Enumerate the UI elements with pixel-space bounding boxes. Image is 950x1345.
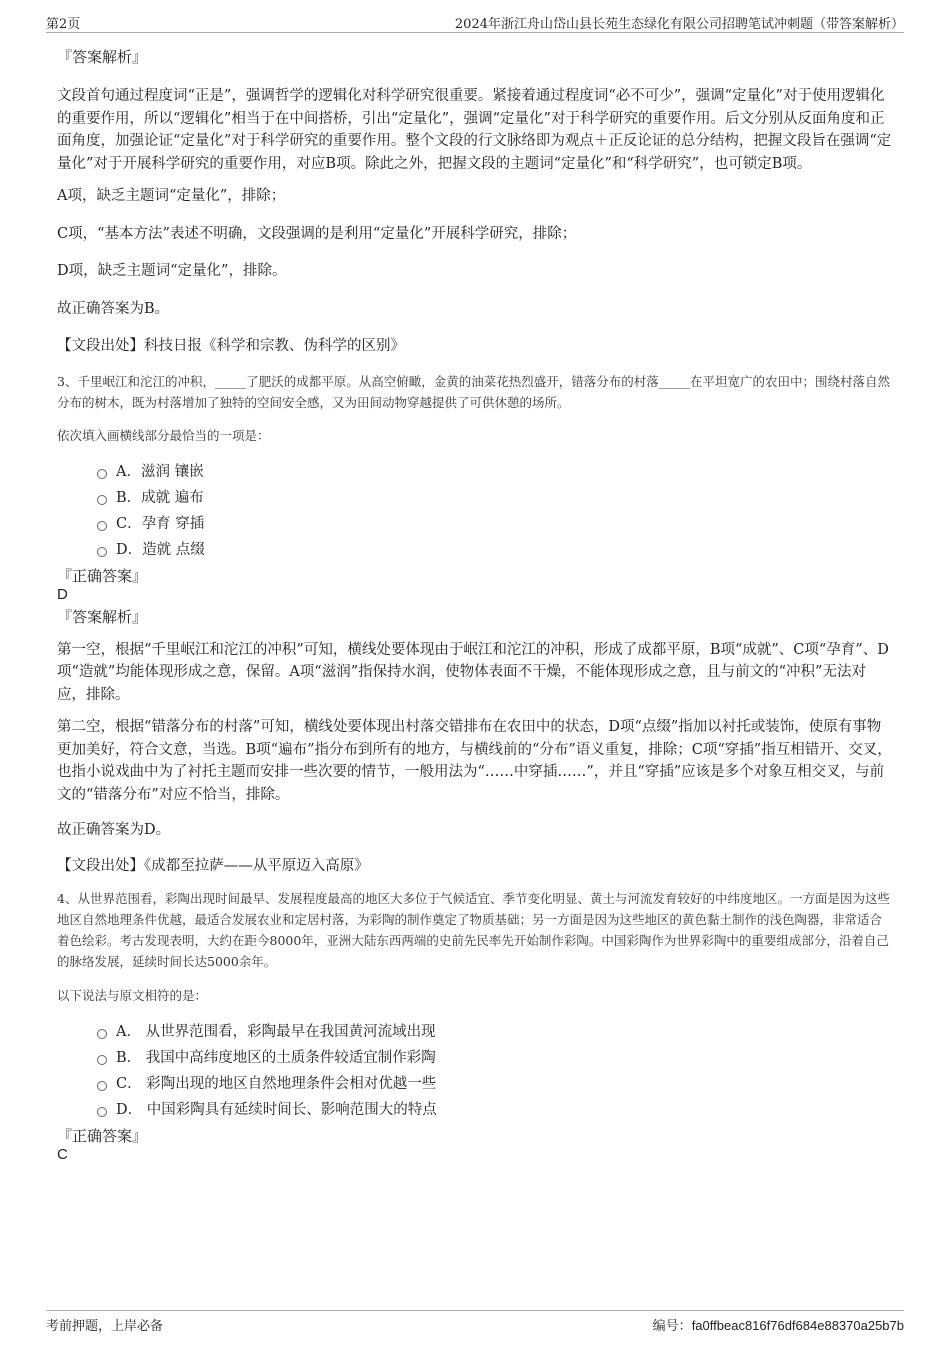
q2-analysis-section bbox=[57, 47, 892, 358]
q3-option-b[interactable] bbox=[97, 488, 892, 508]
q3-option-a[interactable] bbox=[97, 462, 892, 482]
q4-stem: 4、从世界范围看，彩陶出现时间最早、发展程度最高的地区大多位于气候适宜、季节变化明显、黄土与河流发育较好的中纬度地区。一方面是因为这些地区自然地理条件优越，最适合发展农业和定居村落，为彩陶的制作奠定了物质基础；另一方面是因为这些地区的黄色黏土制作的浅色陶器，非常适合着色绘彩。考古发现表明，大约在距今8000年，亚洲大陆东西两端的史前先民率先开始制作彩陶。中国彩陶作为世界彩陶中的重要组成部分，沿着自己的脉络发展，延续时间长达5000余年。 bbox=[57, 891, 890, 969]
q3-stem: 3、千里岷江和沱江的冲积，_____了肥沃的成都平原。从高空俯瞰，金黄的油菜花热烈盛开，错落分布的村落_____在平坦宽广的农田中；围绕村落自然分布的树木，既为村落增加了独特的空间安全感，又为田间动物穿越提供了可供休憩的场所。 bbox=[57, 373, 890, 410]
q4-option-c[interactable] bbox=[97, 1074, 892, 1094]
q3-analysis-heading: 『答案解析』 bbox=[57, 607, 148, 626]
q3-prompt: 依次填入画横线部分最恰当的一项是： bbox=[57, 427, 270, 443]
q3-analysis-1: 第一空，根据“千里岷江和沱江的冲积”可知，横线处要体现由于岷江和沱江的冲积，形成了成都平原，B项“成就”、C项“孕育”、D项“造就”均能体现形成之意，保留。A项“滋润”指保持水润，使物体表面不干燥，不能体现形成之意，且与前文的“冲积”无法对应，排除。 bbox=[57, 641, 889, 703]
q2-analysis-paragraph: 文段首句通过程度词“正是”，强调哲学的逻辑化对科学研究很重要。紧接着通过程度词“必不可少”，强调“定量化”对于使用逻辑化的重要作用，所以“逻辑化”相当于在中间搭桥，引出“定量化”，强调“定量化”对于科学研究的重要作用。后文分别从反面角度和正面角度，加强论证“定量化”对于科学研究的重要作用。整个文段的行文脉络即为观点＋正反论证的总分结构，把握文段旨在强调“定量化”对于开展科学研究的重要作用，对应B项。除此之外，把握文段的主题词“定量化”和“科学研究”，也可锁定B项。 bbox=[57, 88, 892, 172]
radio-button[interactable] bbox=[97, 1081, 107, 1091]
q4-option-d[interactable] bbox=[97, 1100, 892, 1120]
radio-button[interactable] bbox=[97, 1107, 107, 1117]
q3-analysis-2: 第二空，根据“错落分布的村落”可知，横线处要体现出村落交错排布在农田中的状态，D项“点缀”指加以衬托或装饰，使原有事物更加美好，符合文意，当选。B项“遍布”指分布到所有的地方，与横线前的“分布”语义重复，排除；C项“穿插”指互相错开、交叉，也指小说戏曲中为了衬托主题而安排一些次要的情节，一般用法为“……中穿插……”，并且“穿插”应该是多个对象互相交叉，与前文的“错落分布”对应不恰当，排除。 bbox=[57, 719, 892, 803]
footer-code-label: 编号： bbox=[652, 1319, 692, 1334]
option-label: C． 彩陶出现的地区自然地理条件会相对优越一些 bbox=[116, 1076, 437, 1092]
page-header bbox=[46, 10, 904, 33]
q3-correct-answer: D bbox=[57, 585, 68, 603]
page-number: 第2页 bbox=[46, 17, 81, 32]
q3-options bbox=[57, 462, 892, 560]
option-label: B． 我国中高纬度地区的土质条件较适宜制作彩陶 bbox=[116, 1050, 436, 1066]
option-label: D． 中国彩陶具有延续时间长、影响范围大的特点 bbox=[116, 1102, 437, 1118]
q2-analysis-option-c: C项，“基本方法”表述不明确，文段强调的是利用“定量化”开展科学研究，排除； bbox=[57, 225, 577, 242]
q2-source: 【文段出处】科技日报《科学和宗教、伪科学的区别》 bbox=[57, 338, 405, 354]
q2-analysis-option-d: D项，缺乏主题词“定量化”，排除。 bbox=[57, 263, 287, 279]
document-title: 2024年浙江舟山岱山县长苑生态绿化有限公司招聘笔试冲刺题（带答案解析） bbox=[454, 17, 904, 32]
radio-button[interactable] bbox=[97, 1029, 107, 1039]
footer-code-block bbox=[653, 1315, 904, 1334]
q2-conclusion: 故正确答案为B。 bbox=[57, 300, 170, 317]
q3-conclusion: 故正确答案为D。 bbox=[57, 822, 171, 838]
q2-analysis-heading: 『答案解析』 bbox=[57, 48, 148, 66]
q4-correct-answer: C bbox=[57, 1146, 68, 1163]
q4-option-a[interactable] bbox=[97, 1022, 892, 1042]
question-4 bbox=[57, 888, 892, 1164]
document-body bbox=[57, 42, 892, 1164]
q4-correct-heading: 『正确答案』 bbox=[57, 1127, 148, 1145]
page-footer bbox=[46, 1310, 904, 1337]
radio-button[interactable] bbox=[97, 547, 107, 557]
q2-analysis-option-a: A项，缺乏主题词“定量化”，排除； bbox=[57, 188, 286, 204]
q3-source: 【文段出处】《成都至拉萨——从平原迈入高原》 bbox=[57, 857, 369, 874]
option-label: A．滋润 镶嵌 bbox=[116, 463, 204, 480]
option-label: C．孕育 穿插 bbox=[116, 515, 205, 532]
q4-options bbox=[57, 1022, 892, 1120]
footer-slogan: 考前押题，上岸必备 bbox=[46, 1319, 164, 1334]
option-label: B．成就 遍布 bbox=[116, 489, 204, 506]
option-label: D．造就 点缀 bbox=[116, 541, 205, 558]
q3-option-d[interactable] bbox=[97, 540, 892, 560]
q3-correct-heading: 『正确答案』 bbox=[57, 566, 148, 585]
question-3 bbox=[57, 371, 892, 878]
option-label: A． 从世界范围看，彩陶最早在我国黄河流域出现 bbox=[116, 1024, 436, 1040]
radio-button[interactable] bbox=[97, 521, 107, 531]
radio-button[interactable] bbox=[97, 495, 107, 505]
q3-option-c[interactable] bbox=[97, 514, 892, 534]
radio-button[interactable] bbox=[97, 1055, 107, 1065]
q4-option-b[interactable] bbox=[97, 1048, 892, 1068]
radio-button[interactable] bbox=[97, 469, 107, 479]
q4-prompt: 以下说法与原文相符的是： bbox=[57, 988, 208, 1003]
footer-code: fa0ffbeac816f76df684e88370a25b7b bbox=[691, 1318, 904, 1333]
